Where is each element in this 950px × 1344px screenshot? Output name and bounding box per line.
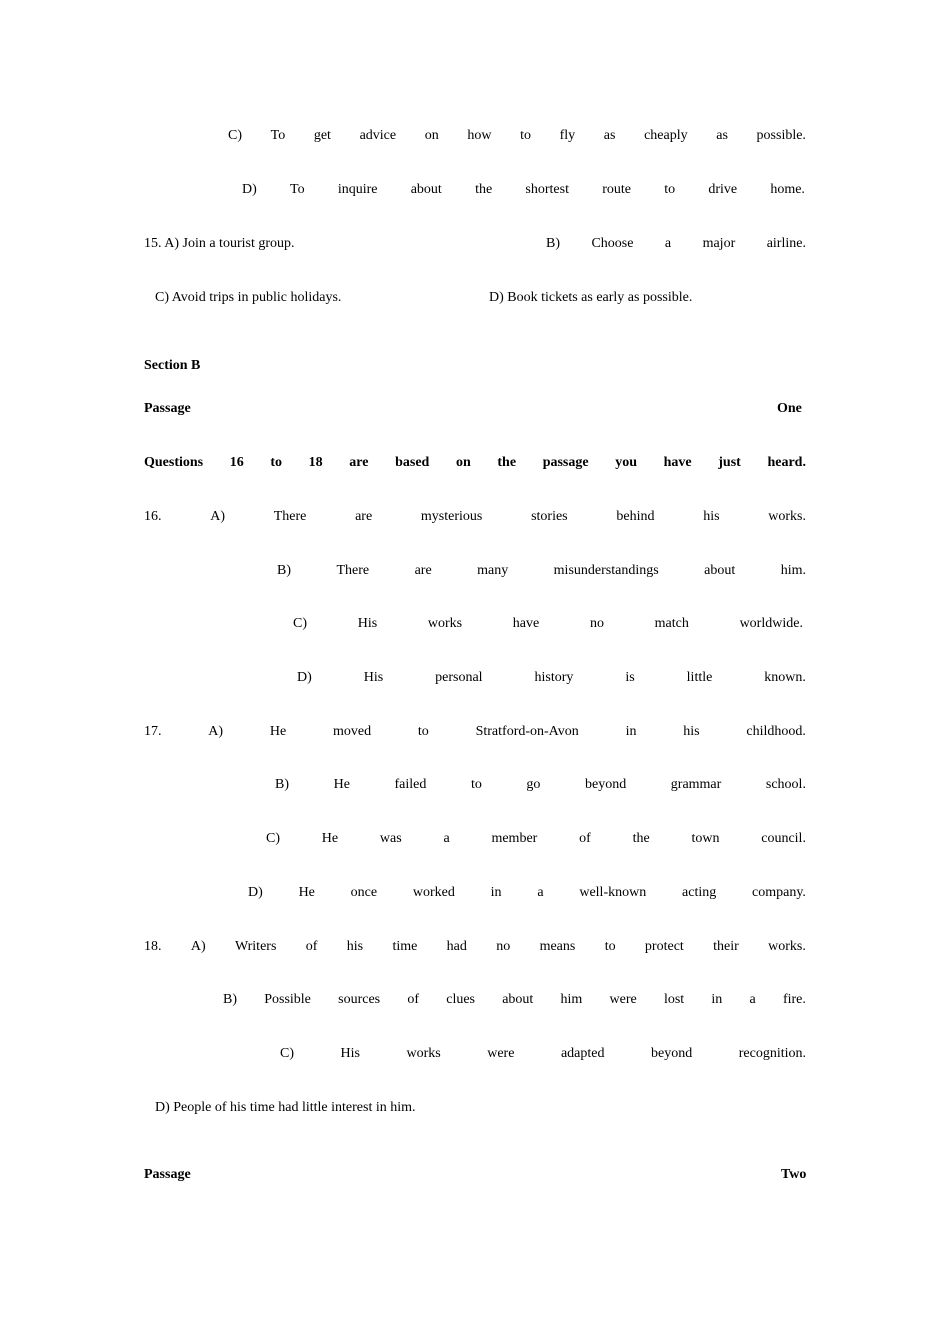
- word: He: [333, 777, 350, 792]
- word: go: [526, 777, 541, 792]
- word: To: [270, 128, 286, 143]
- word: works: [427, 616, 463, 631]
- word: drive: [708, 182, 738, 197]
- q14-option-c: [228, 126, 806, 146]
- word: are: [355, 509, 373, 524]
- word: little: [686, 670, 713, 685]
- word: in: [490, 885, 502, 900]
- word: council.: [761, 831, 806, 846]
- word: acting: [682, 885, 717, 900]
- passage-one-number: One: [777, 401, 802, 416]
- word: his: [346, 939, 364, 954]
- word: many: [477, 563, 509, 578]
- word: you: [615, 455, 638, 470]
- word: D): [242, 182, 257, 197]
- word: A): [210, 509, 225, 524]
- word: Choose: [591, 236, 634, 251]
- q15-option-d: D) Book tickets as early as possible.: [489, 290, 693, 305]
- word: town: [691, 831, 720, 846]
- q16-option-c: [293, 614, 803, 634]
- word: works.: [768, 939, 806, 954]
- word: known.: [764, 670, 806, 685]
- q16-option-b: [277, 561, 806, 581]
- word: clues: [446, 992, 475, 1007]
- word: A): [190, 939, 206, 954]
- word: worked: [412, 885, 455, 900]
- word: was: [379, 831, 402, 846]
- word: of: [407, 992, 420, 1007]
- word: match: [654, 616, 689, 631]
- word: once: [350, 885, 378, 900]
- word: to: [417, 724, 429, 739]
- word: beyond: [584, 777, 627, 792]
- q17-option-d: [248, 883, 806, 903]
- word: protect: [644, 939, 684, 954]
- word: 18.: [144, 939, 162, 954]
- word: about: [704, 563, 736, 578]
- word: D): [248, 885, 263, 900]
- word: misunderstandings: [553, 563, 659, 578]
- word: stories: [531, 509, 568, 524]
- word: 17.: [144, 724, 162, 739]
- word: have: [663, 455, 692, 470]
- q17-option-c: [266, 829, 806, 849]
- word: His: [357, 616, 378, 631]
- word: His: [340, 1046, 360, 1061]
- word: C): [280, 1046, 294, 1061]
- word: the: [497, 455, 517, 470]
- word: fly: [559, 128, 576, 143]
- word: his: [703, 509, 720, 524]
- word: He: [298, 885, 315, 900]
- word: no: [496, 939, 511, 954]
- word: B): [546, 236, 560, 251]
- word: of: [579, 831, 591, 846]
- word: Questions: [144, 455, 204, 470]
- word: a: [664, 236, 672, 251]
- word: to: [270, 455, 283, 470]
- word: fire.: [782, 992, 806, 1007]
- word: 16: [229, 455, 244, 470]
- word: were: [609, 992, 637, 1007]
- word: lost: [663, 992, 685, 1007]
- q14-option-d: [242, 180, 805, 200]
- word: failed: [394, 777, 427, 792]
- word: to: [664, 182, 676, 197]
- word: as: [716, 128, 728, 143]
- word: well-known: [579, 885, 647, 900]
- passage-two-label: Passage: [144, 1167, 191, 1182]
- q15-option-b: [546, 234, 806, 254]
- word: the: [475, 182, 493, 197]
- word: about: [502, 992, 534, 1007]
- word: 18: [308, 455, 323, 470]
- word: works: [406, 1046, 441, 1061]
- word: Stratford-on-Avon: [475, 724, 579, 739]
- q15-option-c: C) Avoid trips in public holidays.: [155, 290, 342, 305]
- word: time: [392, 939, 418, 954]
- word: heard.: [767, 455, 806, 470]
- q18-option-d: D) People of his time had little interest in him.: [155, 1100, 416, 1115]
- word: possible.: [756, 128, 806, 143]
- word: airline.: [766, 236, 806, 251]
- word: B): [275, 777, 289, 792]
- word: him: [560, 992, 583, 1007]
- q18-option-c: [280, 1044, 806, 1064]
- word: personal: [435, 670, 483, 685]
- q16-option-a: [144, 507, 806, 527]
- word: a: [443, 831, 450, 846]
- word: how: [467, 128, 492, 143]
- word: beyond: [651, 1046, 693, 1061]
- word: passage: [542, 455, 589, 470]
- word: D): [297, 670, 312, 685]
- word: childhood.: [746, 724, 806, 739]
- word: cheaply: [644, 128, 688, 143]
- q18-option-a: [144, 937, 806, 957]
- word: a: [749, 992, 756, 1007]
- word: He: [321, 831, 339, 846]
- word: were: [487, 1046, 515, 1061]
- word: shortest: [525, 182, 569, 197]
- q16-option-d: [297, 668, 806, 688]
- word: get: [313, 128, 331, 143]
- word: home.: [770, 182, 805, 197]
- word: his: [683, 724, 700, 739]
- word: A): [208, 724, 224, 739]
- passage-one-label: Passage: [144, 401, 191, 416]
- word: about: [410, 182, 442, 197]
- word: means: [539, 939, 576, 954]
- word: grammar: [670, 777, 722, 792]
- word: to: [470, 777, 482, 792]
- word: B): [223, 992, 237, 1007]
- word: B): [277, 563, 291, 578]
- q17-option-b: [275, 775, 806, 795]
- word: member: [491, 831, 538, 846]
- word: company.: [752, 885, 806, 900]
- word: sources: [338, 992, 381, 1007]
- word: behind: [616, 509, 655, 524]
- word: him.: [780, 563, 806, 578]
- word: on: [424, 128, 439, 143]
- word: Possible: [264, 992, 311, 1007]
- word: C): [293, 616, 307, 631]
- word: have: [512, 616, 540, 631]
- word: C): [266, 831, 280, 846]
- word: is: [625, 670, 635, 685]
- word: are: [414, 563, 432, 578]
- questions-instruction: [144, 453, 806, 473]
- word: mysterious: [420, 509, 483, 524]
- section-title: Section B: [144, 358, 201, 373]
- word: had: [446, 939, 467, 954]
- word: His: [363, 670, 384, 685]
- word: school.: [765, 777, 806, 792]
- word: on: [455, 455, 471, 470]
- word: inquire: [337, 182, 378, 197]
- word: works.: [768, 509, 806, 524]
- word: their: [713, 939, 739, 954]
- word: in: [711, 992, 723, 1007]
- word: 16.: [144, 509, 162, 524]
- word: just: [718, 455, 741, 470]
- word: history: [534, 670, 574, 685]
- word: adapted: [560, 1046, 605, 1061]
- word: a: [537, 885, 544, 900]
- word: recognition.: [738, 1046, 806, 1061]
- word: in: [625, 724, 637, 739]
- word: as: [603, 128, 616, 143]
- word: worldwide.: [739, 616, 803, 631]
- word: To: [290, 182, 305, 197]
- word: major: [702, 236, 736, 251]
- word: moved: [333, 724, 372, 739]
- word: route: [602, 182, 631, 197]
- word: to: [520, 128, 531, 143]
- word: advice: [359, 128, 397, 143]
- word: There: [273, 509, 307, 524]
- word: the: [632, 831, 650, 846]
- q17-option-a: [144, 722, 806, 742]
- word: C): [228, 128, 242, 143]
- word: He: [269, 724, 287, 739]
- q15-option-a: 15. A) Join a tourist group.: [144, 236, 295, 251]
- word: of: [305, 939, 318, 954]
- passage-two-number: Two: [781, 1167, 807, 1182]
- word: no: [589, 616, 604, 631]
- word: based: [395, 455, 430, 470]
- word: to: [604, 939, 616, 954]
- word: are: [349, 455, 369, 470]
- word: Writers: [234, 939, 277, 954]
- word: There: [336, 563, 370, 578]
- q18-option-b: [223, 990, 806, 1010]
